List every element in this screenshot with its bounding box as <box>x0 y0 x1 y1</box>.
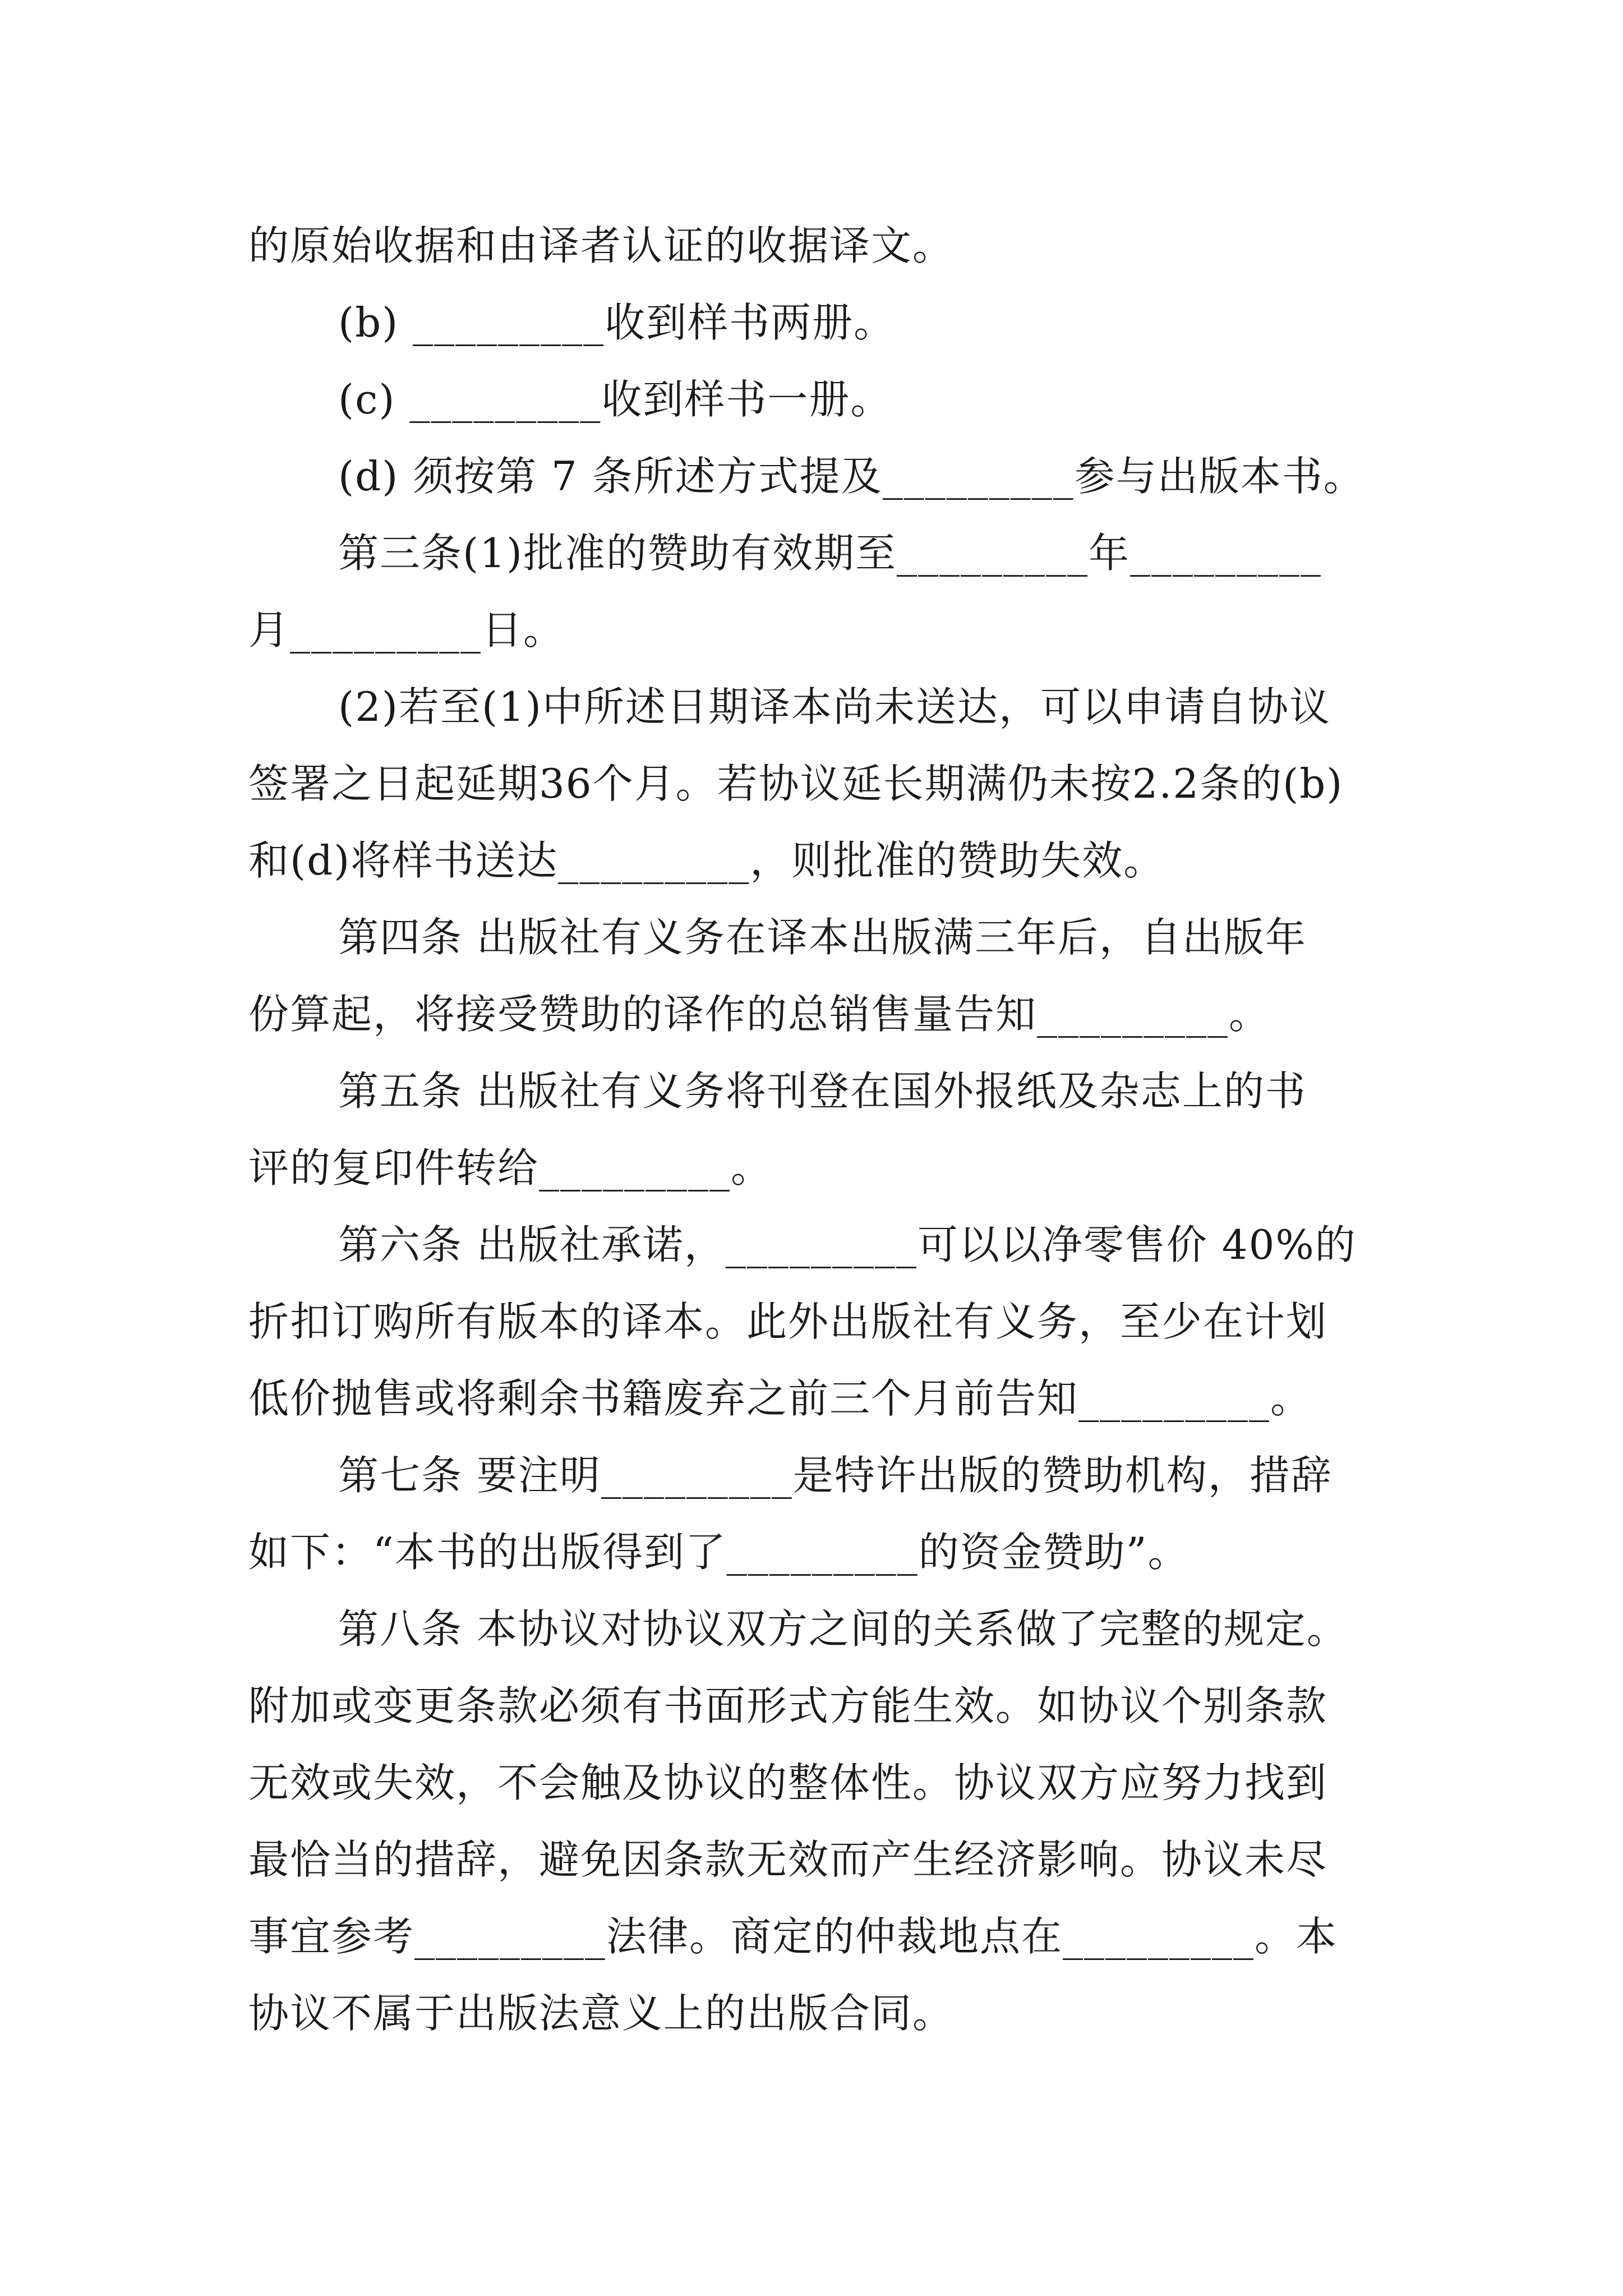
text-line: (c) _________收到样书一册。 <box>338 376 892 423</box>
text-line: 协议不属于出版法意义上的出版合同。 <box>248 1990 955 2037</box>
text-line: 第八条 本协议对协议双方之间的关系做了完整的规定。 <box>338 1605 1348 1653</box>
text-line: 事宜参考_________法律。商定的仲裁地点在_________。本 <box>248 1913 1338 1960</box>
text-line: 月_________日。 <box>248 606 565 654</box>
text-line: (d) 须按第 7 条所述方式提及_________参与出版本书。 <box>338 453 1365 500</box>
document-body <box>248 208 1393 2052</box>
text-line: 如下：“本书的出版得到了_________的资金赞助”。 <box>248 1529 1189 1576</box>
text-line: 和(d)将样书送达_________，则批准的赞助失效。 <box>248 837 1165 884</box>
text-line: 签署之日起延期36个月。若协议延长期满仍未按2.2条的(b) <box>248 760 1344 807</box>
text-line: 第四条 出版社有义务在译本出版满三年后，自出版年 <box>338 914 1307 961</box>
text-line: 第三条(1)批准的赞助有效期至_________年_________ <box>338 530 1322 577</box>
text-line: (2)若至(1)中所述日期译本尚未送达，可以申请自协议 <box>338 683 1331 730</box>
text-line: 附加或变更条款必须有书面形式方能生效。如协议个别条款 <box>248 1682 1328 1729</box>
text-line: 的原始收据和由译者认证的收据译文。 <box>248 222 955 269</box>
text-line: 最恰当的措辞，避免因条款无效而产生经济影响。协议未尽 <box>248 1836 1328 1883</box>
text-line: 评的复印件转给_________。 <box>248 1144 773 1191</box>
text-line: 第六条 出版社承诺，_________可以以净零售价 40%的 <box>338 1221 1357 1268</box>
text-line: 折扣订购所有版本的译本。此外出版社有义务，至少在计划 <box>248 1298 1328 1345</box>
text-line: 第五条 出版社有义务将刊登在国外报纸及杂志上的书 <box>338 1068 1307 1115</box>
text-line: 无效或失效，不会触及协议的整体性。协议双方应努力找到 <box>248 1759 1328 1806</box>
text-line: 第七条 要注明_________是特许出版的赞助机构，措辞 <box>338 1452 1332 1499</box>
text-line: (b) _________收到样书两册。 <box>338 299 896 346</box>
text-line: 低价抛售或将剩余书籍废弃之前三个月前告知_________。 <box>248 1375 1312 1422</box>
text-line: 份算起，将接受赞助的译作的总销售量告知_________。 <box>248 991 1271 1038</box>
